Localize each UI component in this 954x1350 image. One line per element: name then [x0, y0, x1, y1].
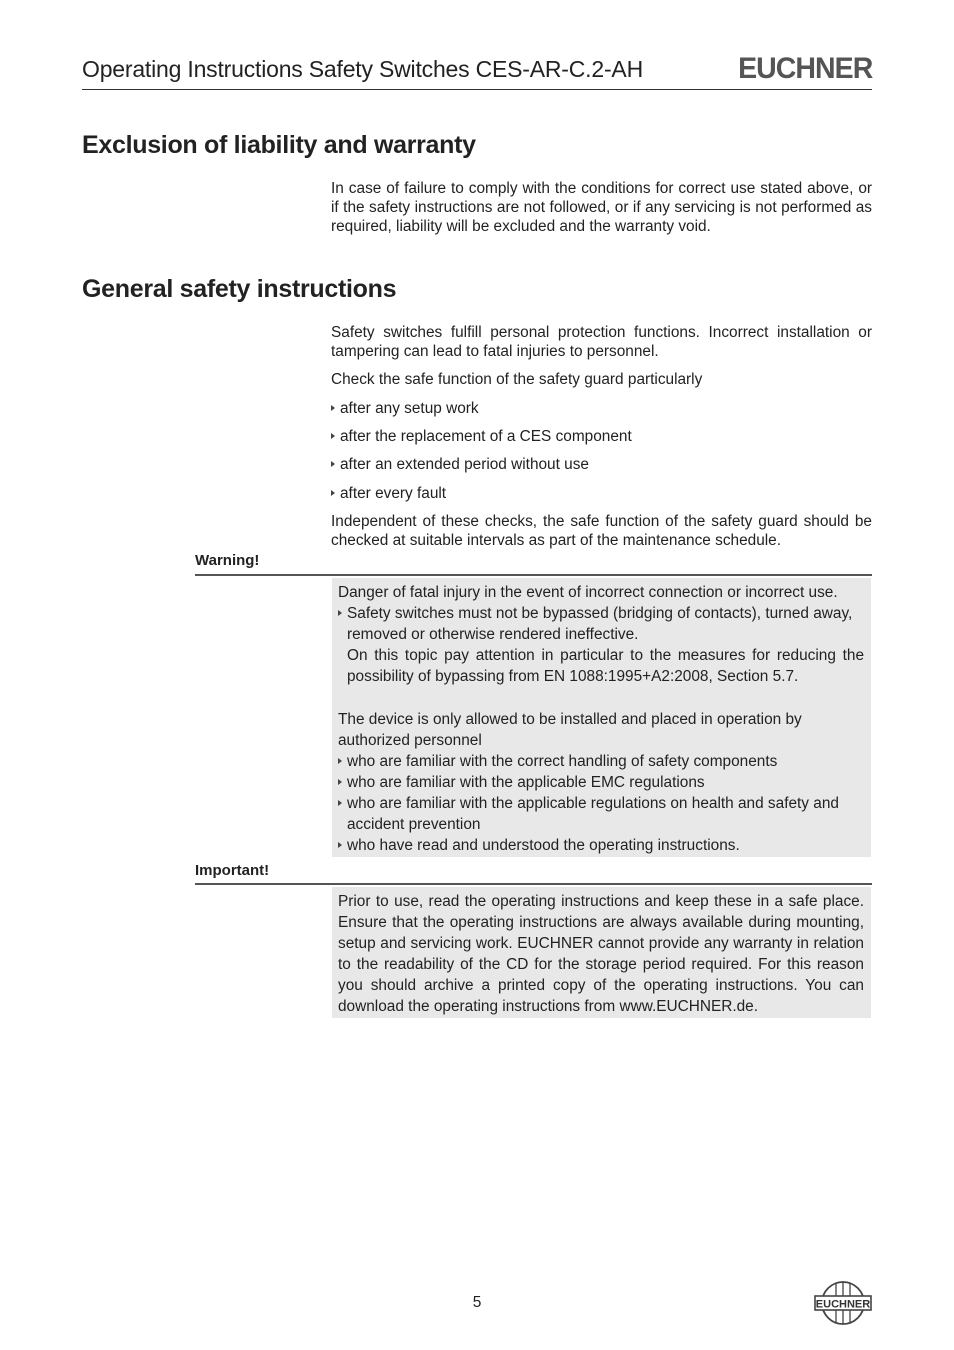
bullet-triangle-icon [338, 779, 342, 785]
list-item: after an extended period without use [331, 455, 589, 474]
warning-bullet: who are familiar with the correct handling of safety components [338, 751, 864, 772]
bullet-triangle-icon [338, 842, 342, 848]
check-text: Check the safe function of the safety guard particularly [331, 371, 703, 388]
list-item: after every fault [331, 484, 446, 503]
warning-bullet: who are familiar with the applicable regulations on health and safety and accident prevention [338, 793, 864, 835]
page-number: 5 [472, 1294, 482, 1311]
euchner-logo: EUCHNER [737, 52, 872, 85]
heading-exclusion: Exclusion of liability and warranty [82, 131, 476, 159]
bullet-triangle-icon [338, 800, 342, 806]
bullet-triangle-icon [331, 490, 335, 496]
closing-text: Independent of these checks, the safe function of the safety guard should be checked at suitable intervals as part of the maintenance schedule. [331, 513, 872, 549]
bullet-triangle-icon [338, 610, 342, 616]
important-box [332, 887, 871, 1018]
euchner-seal-logo [814, 1280, 872, 1326]
general-intro-text: Safety switches fulfill personal protection functions. Incorrect installation or tampering can lead to fatal injuries to personnel. [331, 324, 872, 360]
warning-line: The device is only allowed to be installed and placed in operation by authorized personnel [338, 711, 802, 749]
important-divider [195, 883, 872, 885]
page-header [82, 52, 872, 90]
warning-bullet: who are familiar with the applicable EMC regulations [338, 772, 864, 793]
bullet-triangle-icon [338, 758, 342, 764]
bullet-triangle-icon [331, 405, 335, 411]
bullet-triangle-icon [331, 461, 335, 467]
warning-box [332, 578, 871, 857]
heading-general-safety: General safety instructions [82, 275, 397, 303]
exclusion-text: In case of failure to comply with the conditions for correct use stated above, or if the safety instructions are not followed, or if any servicing is not performed as required, liability will be excluded and the warranty void. [331, 180, 872, 235]
bullet-triangle-icon [331, 433, 335, 439]
warning-divider [195, 574, 872, 576]
warning-bullet: who have read and understood the operating instructions. [338, 835, 864, 856]
important-text: Prior to use, read the operating instructions and keep these in a safe place. Ensure that the operating instructions are always available during mounting, setup and servicing work. EUCHNER cannot provide any warranty in relation to the readability of the CD for the storage period required. For this reason you should archive a printed copy of the operating instructions. You can download the operating instructions from www.EUCHNER.de. [338, 893, 864, 1015]
document-title: Operating Instructions Safety Switches CES-AR-C.2-AH [82, 56, 643, 82]
seal-logo-text: EUCHNER [815, 1298, 871, 1311]
list-item: after the replacement of a CES component [331, 427, 632, 446]
list-item: after any setup work [331, 399, 479, 418]
warning-bullet-continuation: On this topic pay attention in particular to the measures for reducing the possibility of bypassing from EN 1088:1995+A2:2008, Section 5.7. [347, 647, 864, 685]
warning-line: Danger of fatal injury in the event of incorrect connection or incorrect use. [338, 584, 838, 601]
important-label: Important! [195, 862, 270, 879]
warning-label: Warning! [195, 552, 260, 569]
warning-bullet: Safety switches must not be bypassed (bridging of contacts), turned away, removed or otherwise rendered ineffective. [338, 603, 864, 645]
